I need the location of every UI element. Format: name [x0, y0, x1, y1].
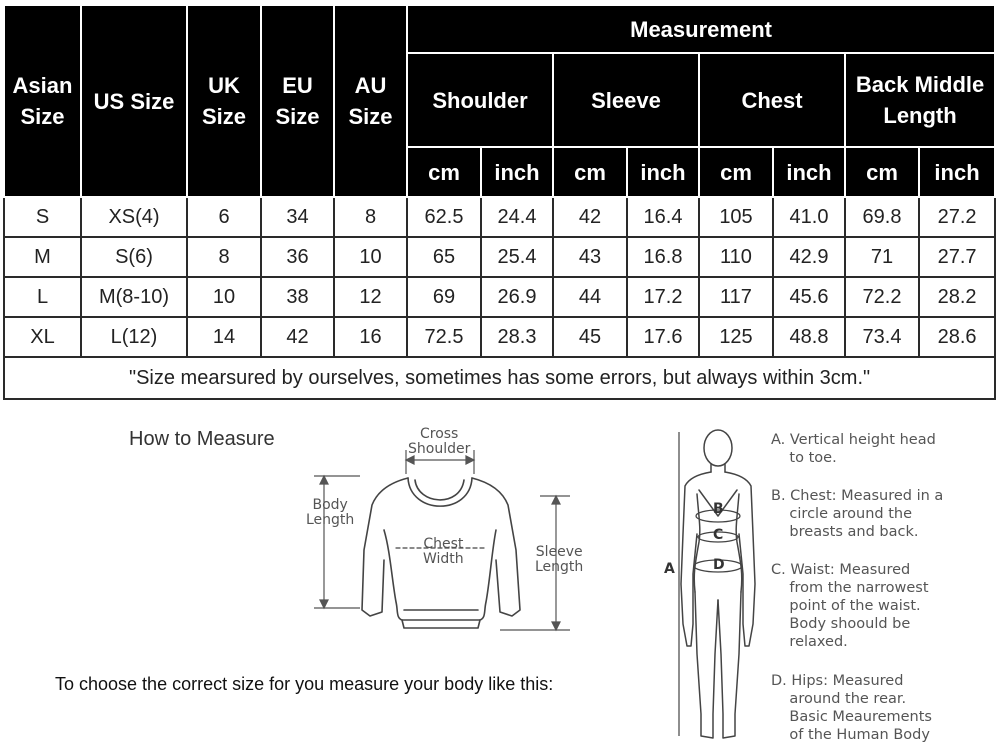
table-cell: 71 — [845, 237, 919, 277]
body-letter-a: A — [664, 561, 675, 577]
unit-header: cm — [553, 147, 627, 197]
table-cell: 17.2 — [627, 277, 699, 317]
table-cell: 42 — [553, 197, 627, 237]
table-cell: 27.2 — [919, 197, 995, 237]
table-cell: 28.6 — [919, 317, 995, 357]
unit-header: cm — [699, 147, 773, 197]
unit-header: cm — [845, 147, 919, 197]
unit-header: inch — [773, 147, 845, 197]
table-cell: 34 — [261, 197, 334, 237]
header-shoulder: Shoulder — [407, 53, 553, 147]
table-cell: S(6) — [81, 237, 187, 277]
chest-width-label: Chest Width — [423, 536, 464, 567]
table-cell: 16.4 — [627, 197, 699, 237]
table-cell: 24.4 — [481, 197, 553, 237]
table-row — [4, 237, 995, 277]
header-sleeve: Sleeve — [553, 53, 699, 147]
choose-size-instruction: To choose the correct size for you measure your body like this: — [55, 674, 554, 694]
table-cell: 27.7 — [919, 237, 995, 277]
header-asian-size: Asian Size — [4, 5, 81, 197]
table-cell: 42 — [261, 317, 334, 357]
table-cell: 6 — [187, 197, 261, 237]
human-body-diagram — [663, 424, 773, 749]
table-cell: 42.9 — [773, 237, 845, 277]
table-cell: 44 — [553, 277, 627, 317]
table-cell: 62.5 — [407, 197, 481, 237]
body-letter-c: C — [713, 527, 724, 543]
table-cell: 41.0 — [773, 197, 845, 237]
table-cell: 125 — [699, 317, 773, 357]
table-cell: 25.4 — [481, 237, 553, 277]
table-cell: 117 — [699, 277, 773, 317]
body-length-label: Body Length — [306, 497, 355, 528]
header-measurement: Measurement — [407, 5, 995, 53]
header-au-size: AU Size — [334, 5, 407, 197]
measure-note-d: D. Hips: Measured around the rear. Basic Meaurements of the Human Body — [771, 673, 932, 743]
table-row — [4, 277, 995, 317]
table-cell: XS(4) — [81, 197, 187, 237]
table-cell: 65 — [407, 237, 481, 277]
measure-note-b: B. Chest: Measured in a circle around the breasts and back. — [771, 488, 944, 540]
size-note: "Size mearsured by ourselves, sometimes has some errors, but always within 3cm." — [4, 357, 995, 399]
unit-header: cm — [407, 147, 481, 197]
table-cell: 69.8 — [845, 197, 919, 237]
table-cell: 10 — [187, 277, 261, 317]
table-row — [4, 317, 995, 357]
unit-header: inch — [919, 147, 995, 197]
table-cell: 48.8 — [773, 317, 845, 357]
table-cell: M(8-10) — [81, 277, 187, 317]
table-cell: 16.8 — [627, 237, 699, 277]
header-us-size: US Size — [81, 5, 187, 197]
table-cell: 10 — [334, 237, 407, 277]
table-cell: L(12) — [81, 317, 187, 357]
table-cell: 14 — [187, 317, 261, 357]
unit-header: inch — [481, 147, 553, 197]
table-cell: 45 — [553, 317, 627, 357]
table-cell: 8 — [334, 197, 407, 237]
table-cell: 28.3 — [481, 317, 553, 357]
table-cell: 12 — [334, 277, 407, 317]
table-cell: M — [4, 237, 81, 277]
header-uk-size: UK Size — [187, 5, 261, 197]
table-cell: 28.2 — [919, 277, 995, 317]
table-row — [4, 197, 995, 237]
table-cell: 69 — [407, 277, 481, 317]
cross-shoulder-label: Cross Shoulder — [408, 426, 471, 457]
table-cell: S — [4, 197, 81, 237]
unit-header: inch — [627, 147, 699, 197]
measure-note-c: C. Waist: Measured from the narrowest point of the waist. Body shoould be relaxed. — [771, 562, 929, 650]
table-cell: 110 — [699, 237, 773, 277]
table-cell: 26.9 — [481, 277, 553, 317]
header-chest: Chest — [699, 53, 845, 147]
measure-note-a: A. Vertical height head to toe. — [771, 432, 936, 466]
body-letter-b: B — [713, 501, 724, 517]
table-cell: 105 — [699, 197, 773, 237]
header-eu-size: EU Size — [261, 5, 334, 197]
table-cell: 16 — [334, 317, 407, 357]
size-chart-table — [3, 4, 996, 400]
table-cell: 36 — [261, 237, 334, 277]
sleeve-length-label: Sleeve Length — [535, 544, 584, 575]
table-cell: 17.6 — [627, 317, 699, 357]
table-cell: L — [4, 277, 81, 317]
table-cell: 72.5 — [407, 317, 481, 357]
table-cell: 43 — [553, 237, 627, 277]
table-cell: 73.4 — [845, 317, 919, 357]
body-letter-d: D — [713, 557, 725, 573]
table-cell: 38 — [261, 277, 334, 317]
table-cell: 8 — [187, 237, 261, 277]
table-cell: XL — [4, 317, 81, 357]
table-cell: 72.2 — [845, 277, 919, 317]
how-to-measure-title: How to Measure — [129, 428, 275, 450]
table-cell: 45.6 — [773, 277, 845, 317]
header-back-middle-length: Back Middle Length — [845, 53, 995, 147]
